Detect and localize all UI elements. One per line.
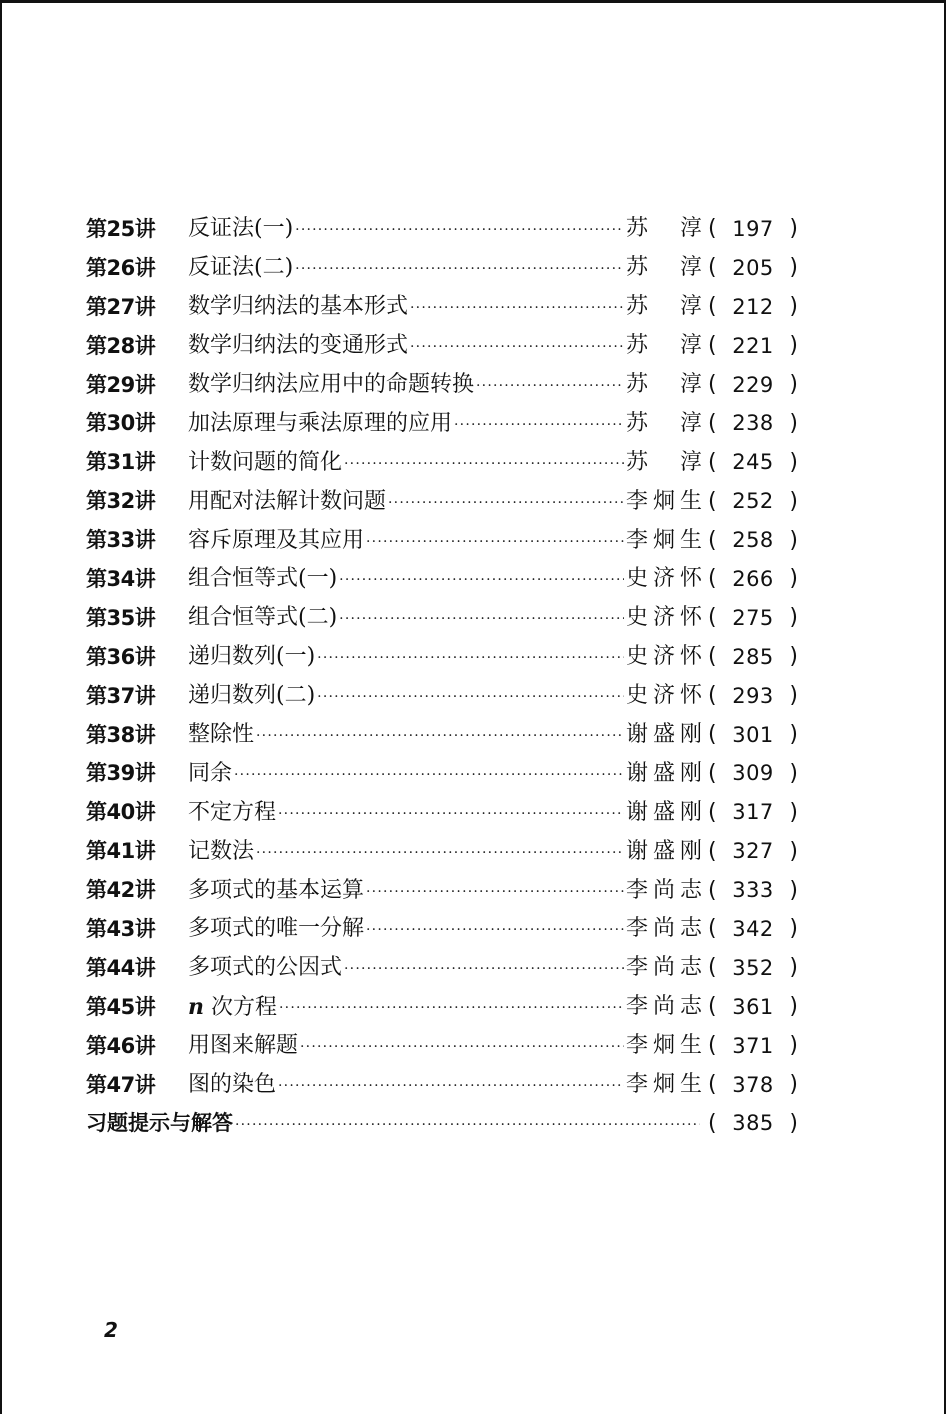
page-reference — [702, 1074, 798, 1096]
lecture-number: 第46讲 — [86, 1033, 156, 1058]
paren-open: ( — [708, 916, 717, 942]
entry-author: 李炯生 — [626, 1033, 702, 1059]
leader-dots — [366, 885, 624, 899]
leader-dots — [344, 962, 624, 976]
paren-open: ( — [708, 955, 717, 981]
page-reference — [702, 760, 798, 786]
lecture-number: 第41讲 — [86, 839, 156, 864]
toc-entry-30[interactable] — [86, 404, 798, 443]
entry-title: 计数问题的简化 — [188, 449, 343, 475]
page-reference — [702, 335, 798, 357]
paren-close: ) — [789, 722, 798, 748]
page-reference — [702, 918, 798, 940]
paren-open: ( — [708, 449, 717, 475]
lecture-number: 第45讲 — [86, 994, 156, 1019]
page-reference — [702, 257, 798, 279]
toc-entry-33[interactable] — [86, 521, 798, 560]
toc-entry-26[interactable] — [86, 249, 798, 288]
entry-author: 李炯生 — [626, 1072, 702, 1098]
paren-close: ) — [789, 683, 798, 709]
entry-title: 同余 — [188, 760, 233, 786]
leader-dots — [256, 729, 624, 743]
leader-dots — [295, 262, 624, 276]
entry-author: 苏 淳 — [626, 449, 702, 475]
page-reference — [702, 410, 798, 436]
entry-author: 李炯生 — [626, 527, 702, 553]
entry-title: 反证法(一) — [188, 216, 294, 242]
page-reference — [702, 488, 798, 514]
lecture-number: 第35讲 — [86, 605, 156, 630]
page-reference — [702, 838, 798, 864]
page-number: 245 — [732, 450, 774, 475]
toc-entry-28[interactable] — [86, 327, 798, 366]
lecture-number: 第38讲 — [86, 722, 156, 747]
page-reference — [702, 1110, 798, 1136]
page-reference — [702, 607, 798, 629]
page-reference — [702, 449, 798, 475]
paren-close: ) — [789, 488, 798, 514]
lecture-number: 第30讲 — [86, 411, 156, 436]
appendix-title: 习题提示与解答 — [86, 1111, 233, 1136]
lecture-number: 第37讲 — [86, 683, 156, 708]
lecture-number: 第33讲 — [86, 528, 156, 553]
leader-dots — [278, 1079, 624, 1093]
page-number: 361 — [732, 994, 774, 1019]
lecture-number: 第40讲 — [86, 800, 156, 825]
paren-open: ( — [708, 799, 717, 825]
paren-close: ) — [789, 372, 798, 397]
paren-close: ) — [789, 994, 798, 1020]
leader-dots — [278, 807, 624, 821]
leader-dots — [234, 768, 624, 782]
page-number: 221 — [732, 333, 774, 358]
entry-author: 谢盛刚 — [626, 760, 702, 786]
entry-title: 组合恒等式(二) — [188, 605, 338, 631]
page-number: 212 — [732, 294, 774, 319]
page-reference — [702, 527, 798, 553]
toc-entry-41[interactable] — [86, 832, 798, 871]
page-reference — [702, 1035, 798, 1057]
paren-open: ( — [708, 255, 717, 281]
leader-dots — [339, 573, 624, 587]
page-number: 378 — [732, 1072, 774, 1097]
lecture-number: 第27讲 — [86, 294, 156, 319]
page-number: 258 — [732, 528, 774, 553]
entry-author: 苏 淳 — [626, 294, 702, 320]
entry-title: 多项式的基本运算 — [188, 877, 365, 903]
page-number: 229 — [732, 372, 774, 397]
lecture-number: 第47讲 — [86, 1072, 156, 1097]
paren-close: ) — [789, 838, 798, 864]
page-number: 197 — [732, 216, 774, 241]
toc-entry-42[interactable] — [86, 871, 798, 910]
paren-close: ) — [789, 255, 798, 281]
toc-entry-29[interactable] — [86, 366, 798, 405]
toc-entry-32[interactable] — [86, 482, 798, 521]
leader-dots — [339, 612, 624, 626]
page-reference — [702, 218, 798, 240]
page-number: 309 — [732, 761, 774, 786]
page-reference — [702, 646, 798, 668]
toc-entry-47[interactable] — [86, 1066, 798, 1105]
toc-entry-appendix[interactable] — [86, 1104, 798, 1143]
leader-dots — [366, 923, 624, 937]
paren-open: ( — [708, 644, 717, 670]
variable-n: n — [188, 993, 204, 1020]
entry-author: 苏 淳 — [626, 372, 702, 397]
entry-author: 苏 淳 — [626, 333, 702, 359]
lecture-number: 第28讲 — [86, 333, 156, 358]
lecture-number: 第42讲 — [86, 878, 156, 903]
entry-title-text: 次方程 — [211, 994, 278, 1020]
toc-entry-46[interactable] — [86, 1027, 798, 1066]
entry-title: 组合恒等式(一) — [188, 566, 338, 592]
entry-title: 用配对法解计数问题 — [188, 488, 387, 514]
entry-title: 数学归纳法的基本形式 — [188, 294, 409, 320]
page-number: 205 — [732, 255, 774, 280]
page-number: 327 — [732, 839, 774, 864]
paren-close: ) — [789, 644, 798, 670]
paren-close: ) — [789, 566, 798, 592]
paren-close: ) — [789, 1072, 798, 1098]
entry-author: 李尚志 — [626, 877, 702, 903]
entry-title: 加法原理与乘法原理的应用 — [188, 410, 453, 436]
page-number: 275 — [732, 605, 774, 630]
entry-author: 史济怀 — [626, 683, 702, 709]
leader-dots — [476, 379, 624, 393]
toc-entry-31[interactable] — [86, 443, 798, 482]
paren-close: ) — [789, 527, 798, 553]
entry-author: 苏 淳 — [626, 255, 702, 281]
paren-open: ( — [708, 527, 717, 553]
entry-title: 多项式的公因式 — [188, 955, 343, 981]
entry-author: 史济怀 — [626, 566, 702, 592]
toc-entry-40[interactable] — [86, 793, 798, 832]
lecture-number: 第26讲 — [86, 255, 156, 280]
leader-dots — [300, 1040, 624, 1054]
paren-open: ( — [708, 1110, 717, 1136]
paren-open: ( — [708, 1033, 717, 1059]
lecture-number: 第25讲 — [86, 216, 156, 241]
page-reference — [702, 724, 798, 746]
page-number: 285 — [732, 644, 774, 669]
paren-open: ( — [708, 838, 717, 864]
page-number: 342 — [732, 916, 774, 941]
toc-entry-44[interactable] — [86, 949, 798, 988]
paren-close: ) — [789, 799, 798, 825]
page-reference — [702, 374, 798, 396]
page-reference — [702, 799, 798, 825]
lecture-number: 第29讲 — [86, 372, 156, 397]
toc-entry-37[interactable] — [86, 677, 798, 716]
entry-title: 不定方程 — [188, 799, 277, 825]
paren-open: ( — [708, 760, 717, 786]
leader-dots — [279, 1001, 624, 1015]
lecture-number: 第34讲 — [86, 566, 156, 591]
paren-open: ( — [708, 683, 717, 709]
lecture-number: 第43讲 — [86, 916, 156, 941]
leader-dots — [256, 846, 624, 860]
entry-author: 谢盛刚 — [626, 838, 702, 864]
paren-close: ) — [789, 294, 798, 320]
entry-title: 整除性 — [188, 722, 255, 748]
entry-author: 苏 淳 — [626, 216, 702, 242]
paren-close: ) — [789, 410, 798, 436]
entry-title: 记数法 — [188, 838, 255, 864]
entry-author: 李炯生 — [626, 488, 702, 514]
toc-entry-36[interactable] — [86, 638, 798, 677]
leader-dots — [235, 1118, 700, 1132]
paren-open: ( — [708, 410, 717, 436]
lecture-number: 第32讲 — [86, 489, 156, 514]
page-number: 385 — [732, 1111, 774, 1136]
page-reference — [702, 996, 798, 1018]
paren-close: ) — [789, 449, 798, 475]
toc-entry-25[interactable] — [86, 210, 798, 249]
paren-open: ( — [708, 488, 717, 514]
toc-entry-27[interactable] — [86, 288, 798, 327]
entry-title: 递归数列(一) — [188, 644, 316, 670]
paren-open: ( — [708, 1072, 717, 1098]
paren-close: ) — [789, 877, 798, 903]
page-reference — [702, 957, 798, 979]
lecture-number: 第44讲 — [86, 955, 156, 980]
entry-author: 李尚志 — [626, 916, 702, 942]
paren-open: ( — [708, 333, 717, 359]
page-number: 252 — [732, 489, 774, 514]
paren-open: ( — [708, 605, 717, 631]
entry-author: 谢盛刚 — [626, 799, 702, 825]
paren-open: ( — [708, 216, 717, 242]
toc-entry-34[interactable] — [86, 560, 798, 599]
paren-close: ) — [789, 605, 798, 631]
leader-dots — [317, 690, 624, 704]
entry-author: 李尚志 — [626, 955, 702, 981]
page-number: 371 — [732, 1033, 774, 1058]
page-reference — [702, 877, 798, 903]
entry-title — [188, 993, 278, 1020]
entry-title: 多项式的唯一分解 — [188, 916, 365, 942]
page-reference — [702, 685, 798, 707]
page-number: 301 — [732, 722, 774, 747]
leader-dots — [410, 340, 624, 354]
page-reference — [702, 568, 798, 590]
paren-close: ) — [789, 760, 798, 786]
entry-author: 李尚志 — [626, 994, 702, 1020]
entry-title: 反证法(二) — [188, 255, 294, 281]
lecture-number: 第31讲 — [86, 450, 156, 475]
paren-open: ( — [708, 294, 717, 320]
paren-open: ( — [708, 994, 717, 1020]
entry-author: 苏 淳 — [626, 410, 702, 436]
page-number: 293 — [732, 683, 774, 708]
toc-entry-45[interactable] — [86, 988, 798, 1027]
entry-author: 史济怀 — [626, 605, 702, 631]
paren-open: ( — [708, 877, 717, 903]
leader-dots — [295, 223, 624, 237]
leader-dots — [366, 535, 624, 549]
toc-entry-43[interactable] — [86, 910, 798, 949]
toc-entry-35[interactable] — [86, 599, 798, 638]
page-number: 238 — [732, 411, 774, 436]
entry-title: 递归数列(二) — [188, 683, 316, 709]
paren-close: ) — [789, 916, 798, 942]
paren-close: ) — [789, 955, 798, 981]
entry-title: 图的染色 — [188, 1072, 277, 1098]
leader-dots — [344, 457, 624, 471]
table-of-contents — [86, 210, 798, 1143]
entry-title: 用图来解题 — [188, 1033, 299, 1059]
entry-author: 谢盛刚 — [626, 722, 702, 748]
page-number: 352 — [732, 955, 774, 980]
leader-dots — [454, 418, 624, 432]
page-number: 333 — [732, 878, 774, 903]
leader-dots — [317, 651, 624, 665]
entry-title: 容斥原理及其应用 — [188, 527, 365, 553]
toc-entry-39[interactable] — [86, 754, 798, 793]
paren-close: ) — [789, 216, 798, 242]
paren-close: ) — [789, 1033, 798, 1059]
entry-author: 史济怀 — [626, 644, 702, 670]
page-reference — [702, 296, 798, 318]
page-folio: 2 — [104, 1318, 118, 1342]
leader-dots — [410, 301, 624, 315]
toc-entry-38[interactable] — [86, 716, 798, 755]
paren-open: ( — [708, 372, 717, 397]
lecture-number: 第39讲 — [86, 761, 156, 786]
paren-close: ) — [789, 1110, 798, 1136]
entry-title: 数学归纳法的变通形式 — [188, 333, 409, 359]
paren-open: ( — [708, 566, 717, 592]
page-number: 266 — [732, 566, 774, 591]
paren-open: ( — [708, 722, 717, 748]
leader-dots — [388, 496, 624, 510]
page-number: 317 — [732, 800, 774, 825]
paren-close: ) — [789, 333, 798, 359]
lecture-number: 第36讲 — [86, 644, 156, 669]
entry-title: 数学归纳法应用中的命题转换 — [188, 372, 475, 397]
